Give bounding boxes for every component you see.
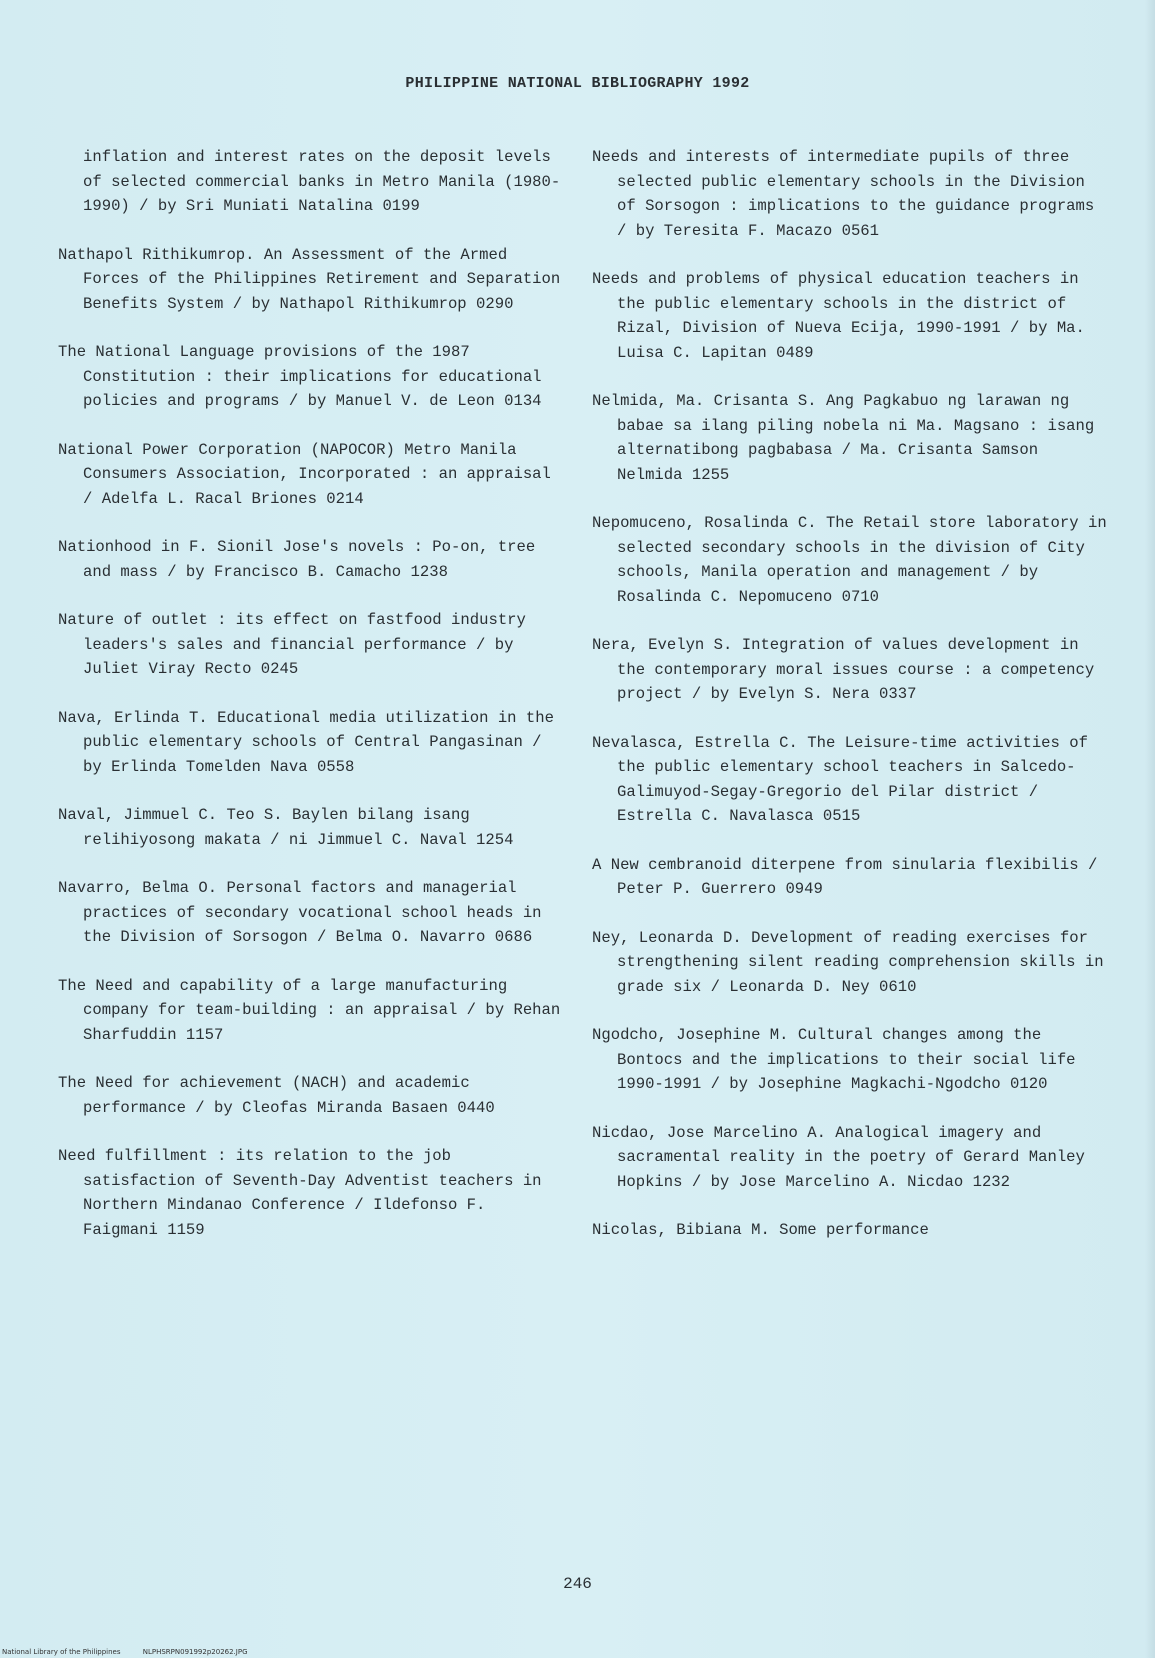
bibliography-entry: Needs and problems of physical education teachers in the public elementary schools in the district of Rizal, Division of Nueva Ecija, 1990-1991 / by Ma. Luisa C. Lapitan 0489 (592, 270, 1085, 362)
bibliography-entry: The National Language provisions of the 1987 Constitution : their implications for educational policies and programs / by Manuel V. de Leon 0134 (58, 343, 542, 410)
bibliography-entry: Navarro, Belma O. Personal factors and managerial practices of secondary vocational school heads in the Division of Sorsogon / Belma O. Navarro 0686 (58, 879, 542, 946)
left-column (58, 145, 563, 1266)
bibliography-entry: The Need for achievement (NACH) and academic performance / by Cleofas Miranda Basaen 0440 (58, 1074, 495, 1117)
footer-library: National Library of the Philippines (2, 1648, 121, 1656)
bibliography-entry: Ney, Leonarda D. Development of reading exercises for strengthening silent reading comprehension skills in grade six / Leonarda D. Ney 0610 (592, 928, 1104, 996)
bibliography-entry: Nature of outlet : its effect on fastfood industry leaders's sales and financial performance / by Juliet Viray Recto 0245 (58, 611, 526, 678)
bibliography-entry: Nava, Erlinda T. Educational media utilization in the public elementary schools of Central Pangasinan / by Erlinda Tomelden Nava 0558 (58, 708, 554, 776)
bibliography-entry: inflation and interest rates on the deposit levels of selected commercial banks in Metro Manila (1980-1990) / by Sri Muniati Natalina 0199 (83, 148, 561, 215)
bibliography-entry: A New cembranoid diterpene from sinularia flexibilis / Peter P. Guerrero 0949 (592, 855, 1098, 898)
scan-footer (2, 1648, 268, 1656)
right-column (592, 145, 1112, 1267)
bibliography-entry: Ngodcho, Josephine M. Cultural changes among the Bontocs and the implications to their social life 1990-1991 / by Josephine Magkachi-Ngodcho 0120 (592, 1026, 1076, 1093)
bibliography-entry: Nepomuceno, Rosalinda C. The Retail store laboratory in selected secondary schools in the division of City schools, Manila operation and management / by Rosalinda C. Nepomuceno 0710 (592, 514, 1107, 606)
bibliography-entry: Needs and interests of intermediate pupils of three selected public elementary schools in the Division of Sorsogon : implications to the guidance programs / by Teresita F. Macazo 0561 (592, 148, 1095, 240)
bibliography-entry: Nevalasca, Estrella C. The Leisure-time activities of the public elementary school teachers in Salcedo-Galimuyod-Segay-Gregorio del Pilar district / Estrella C. Navalasca 0515 (592, 733, 1088, 825)
page-header: PHILIPPINE NATIONAL BIBLIOGRAPHY 1992 (405, 75, 750, 92)
bibliography-entry: Need fulfillment : its relation to the job satisfaction of Seventh-Day Adventist teachers in Northern Mindanao Conference / Ildefonso F. Faigmani 1159 (58, 1147, 542, 1239)
page-edge-shadow (1145, 0, 1155, 1658)
bibliography-entry: Naval, Jimmuel C. Teo S. Baylen bilang isang relihiyosong makata / ni Jimmuel C. Naval 1254 (58, 806, 514, 849)
bibliography-entry: Nicolas, Bibiana M. Some performance (592, 1221, 929, 1239)
page-number: 246 (563, 1575, 592, 1593)
bibliography-entry: Nicdao, Jose Marcelino A. Analogical imagery and sacramental reality in the poetry of Gerard Manley Hopkins / by Jose Marcelino A. Nicdao 1232 (592, 1123, 1085, 1191)
bibliography-entry: Nathapol Rithikumrop. An Assessment of the Armed Forces of the Philippines Retirement and Separation Benefits System / by Nathapol Rithikumrop 0290 (58, 245, 561, 313)
bibliography-entry: National Power Corporation (NAPOCOR) Metro Manila Consumers Association, Incorporated : an appraisal / Adelfa L. Racal Briones 0214 (58, 440, 551, 508)
bibliography-entry: Nelmida, Ma. Crisanta S. Ang Pagkabuo ng larawan ng babae sa ilang piling nobela ni Ma. Magsano : isang alternatibong pagbabasa / Ma. Crisanta Samson Nelmida 1255 (592, 392, 1095, 484)
bibliography-entry: Nera, Evelyn S. Integration of values development in the contemporary moral issues course : a competency project / by Evelyn S. Nera 0337 (592, 636, 1095, 703)
bibliography-entry: The Need and capability of a large manufacturing company for team-building : an appraisal / by Rehan Sharfuddin 1157 (58, 976, 561, 1044)
bibliography-entry: Nationhood in F. Sionil Jose's novels : Po-on, tree and mass / by Francisco B. Camacho 1238 (58, 538, 536, 581)
footer-file: NLPHSRPN091992p20262.JPG (142, 1648, 248, 1656)
